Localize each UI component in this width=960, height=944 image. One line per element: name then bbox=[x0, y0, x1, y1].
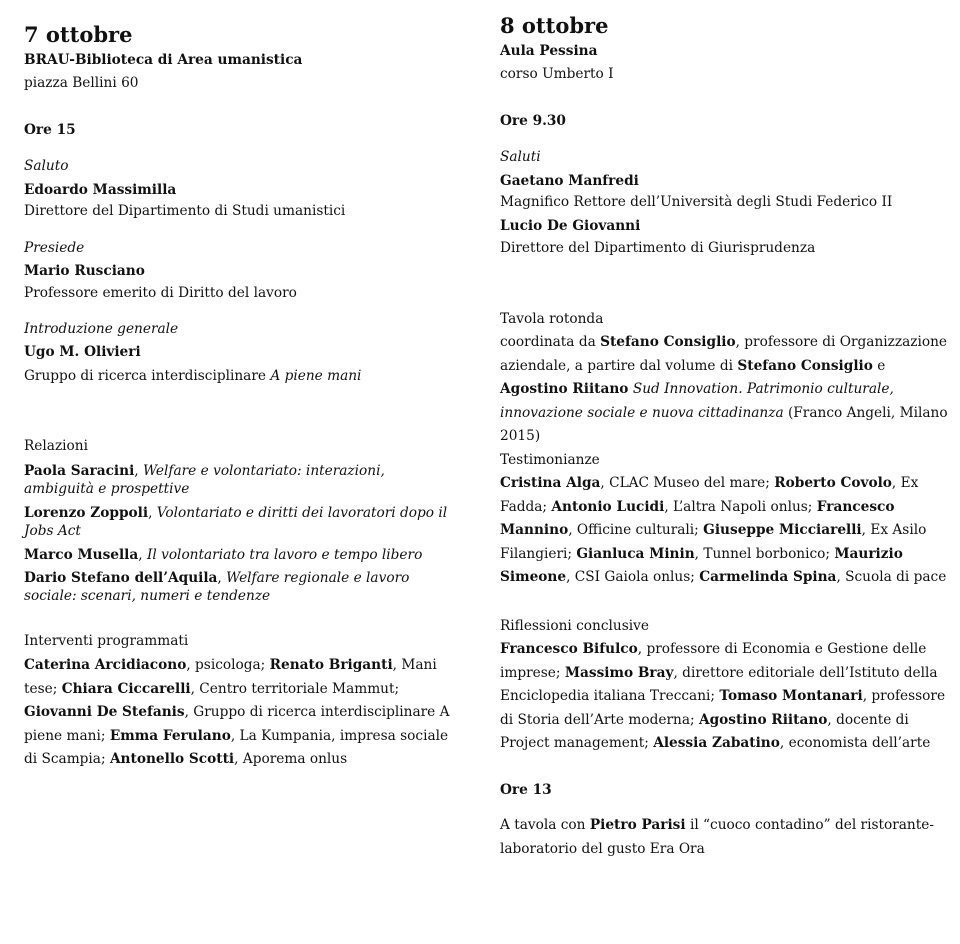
saluti-name: Gaetano Manfredi bbox=[500, 173, 639, 189]
intro-label: Introduzione generale bbox=[24, 321, 179, 337]
relazione-item: Lorenzo Zoppoli, Volontariato e diritti dei lavoratori dopo il Jobs Act bbox=[24, 505, 448, 539]
presiede-label: Presiede bbox=[24, 240, 85, 256]
day-2-time: Ore 9.30 bbox=[500, 113, 566, 129]
saluto-label: Saluto bbox=[24, 158, 69, 174]
intro-name: Ugo M. Olivieri bbox=[24, 344, 141, 360]
saluto-name: Edoardo Massimilla bbox=[24, 182, 177, 198]
day-1-time: Ore 15 bbox=[24, 122, 76, 138]
relazioni-label: Relazioni bbox=[24, 438, 88, 454]
tavola-label: Tavola rotonda bbox=[500, 311, 604, 327]
saluti-role: Direttore del Dipartimento di Giurisprudenza bbox=[500, 240, 816, 256]
presiede-name: Mario Rusciano bbox=[24, 263, 145, 279]
closing-text: A tavola con Pietro Parisi il “cuoco contadino” del ristorante-laboratorio del gusto Era Ora bbox=[500, 817, 934, 857]
interventi-label: Interventi programmati bbox=[24, 633, 189, 649]
testimonianze-list: Cristina Alga, CLAC Museo del mare; Roberto Covolo, Ex Fadda; Antonio Lucidi, L’altra Napoli onlus; Francesco Mannino, Officine culturali; Giuseppe Micciarelli, Ex Asilo Filangieri; Gianluca Minin, Tunnel borbonico; Maurizio Simeone, CSI Gaiola onlus; Carmelinda Spina, Scuola di pace bbox=[500, 475, 947, 585]
day-2-time-2: Ore 13 bbox=[500, 782, 552, 798]
day-2-date: 8 ottobre bbox=[500, 13, 609, 38]
relazione-item: Paola Saracini, Welfare e volontariato: interazioni, ambiguità e prospettive bbox=[24, 463, 385, 497]
day-1-address: piazza Bellini 60 bbox=[24, 75, 139, 91]
day-2-venue: Aula Pessina bbox=[500, 43, 598, 59]
relazione-item: Marco Musella, Il volontariato tra lavoro e tempo libero bbox=[24, 547, 423, 563]
intro-role: Gruppo di ricerca interdisciplinare A piene mani bbox=[24, 368, 362, 384]
day-2-address: corso Umberto I bbox=[500, 66, 614, 82]
saluti-role: Magnifico Rettore dell’Università degli Studi Federico II bbox=[500, 194, 893, 210]
interventi-list: Caterina Arcidiacono, psicologa; Renato Briganti, Mani tese; Chiara Ciccarelli, Centro territoriale Mammut; Giovanni De Stefanis, Gruppo di ricerca interdisciplinare A piene mani; Emma Ferulano, La Kumpania, impresa sociale di Scampia; Antonello Scotti, Aporema onlus bbox=[24, 657, 450, 767]
saluti-name: Lucio De Giovanni bbox=[500, 218, 641, 234]
tavola-text: coordinata da Stefano Consiglio, professore di Organizzazione aziendale, a partire dal volume di Stefano Consiglio e Agostino Riitano Sud Innovation. Patrimonio culturale, innovazione sociale e nuova cittadinanza (Franco Angeli, Milano 2015) bbox=[500, 334, 948, 444]
riflessioni-label: Riflessioni conclusive bbox=[500, 618, 649, 634]
saluto-role: Direttore del Dipartimento di Studi umanistici bbox=[24, 203, 346, 219]
testimonianze-label: Testimonianze bbox=[500, 452, 600, 468]
day-1-venue: BRAU-Biblioteca di Area umanistica bbox=[24, 52, 303, 68]
relazione-item: Dario Stefano dell’Aquila, Welfare regionale e lavoro sociale: scenari, numeri e tendenze bbox=[24, 570, 410, 604]
day-1-date: 7 ottobre bbox=[24, 22, 133, 47]
presiede-role: Professore emerito di Diritto del lavoro bbox=[24, 285, 297, 301]
riflessioni-list: Francesco Bifulco, professore di Economia e Gestione delle imprese; Massimo Bray, direttore editoriale dell’Istituto della Enciclopedia italiana Treccani; Tomaso Montanari, professore di Storia dell’Arte moderna; Agostino Riitano, docente di Project management; Alessia Zabatino, economista dell’arte bbox=[500, 641, 946, 751]
saluti-label: Saluti bbox=[500, 149, 541, 165]
